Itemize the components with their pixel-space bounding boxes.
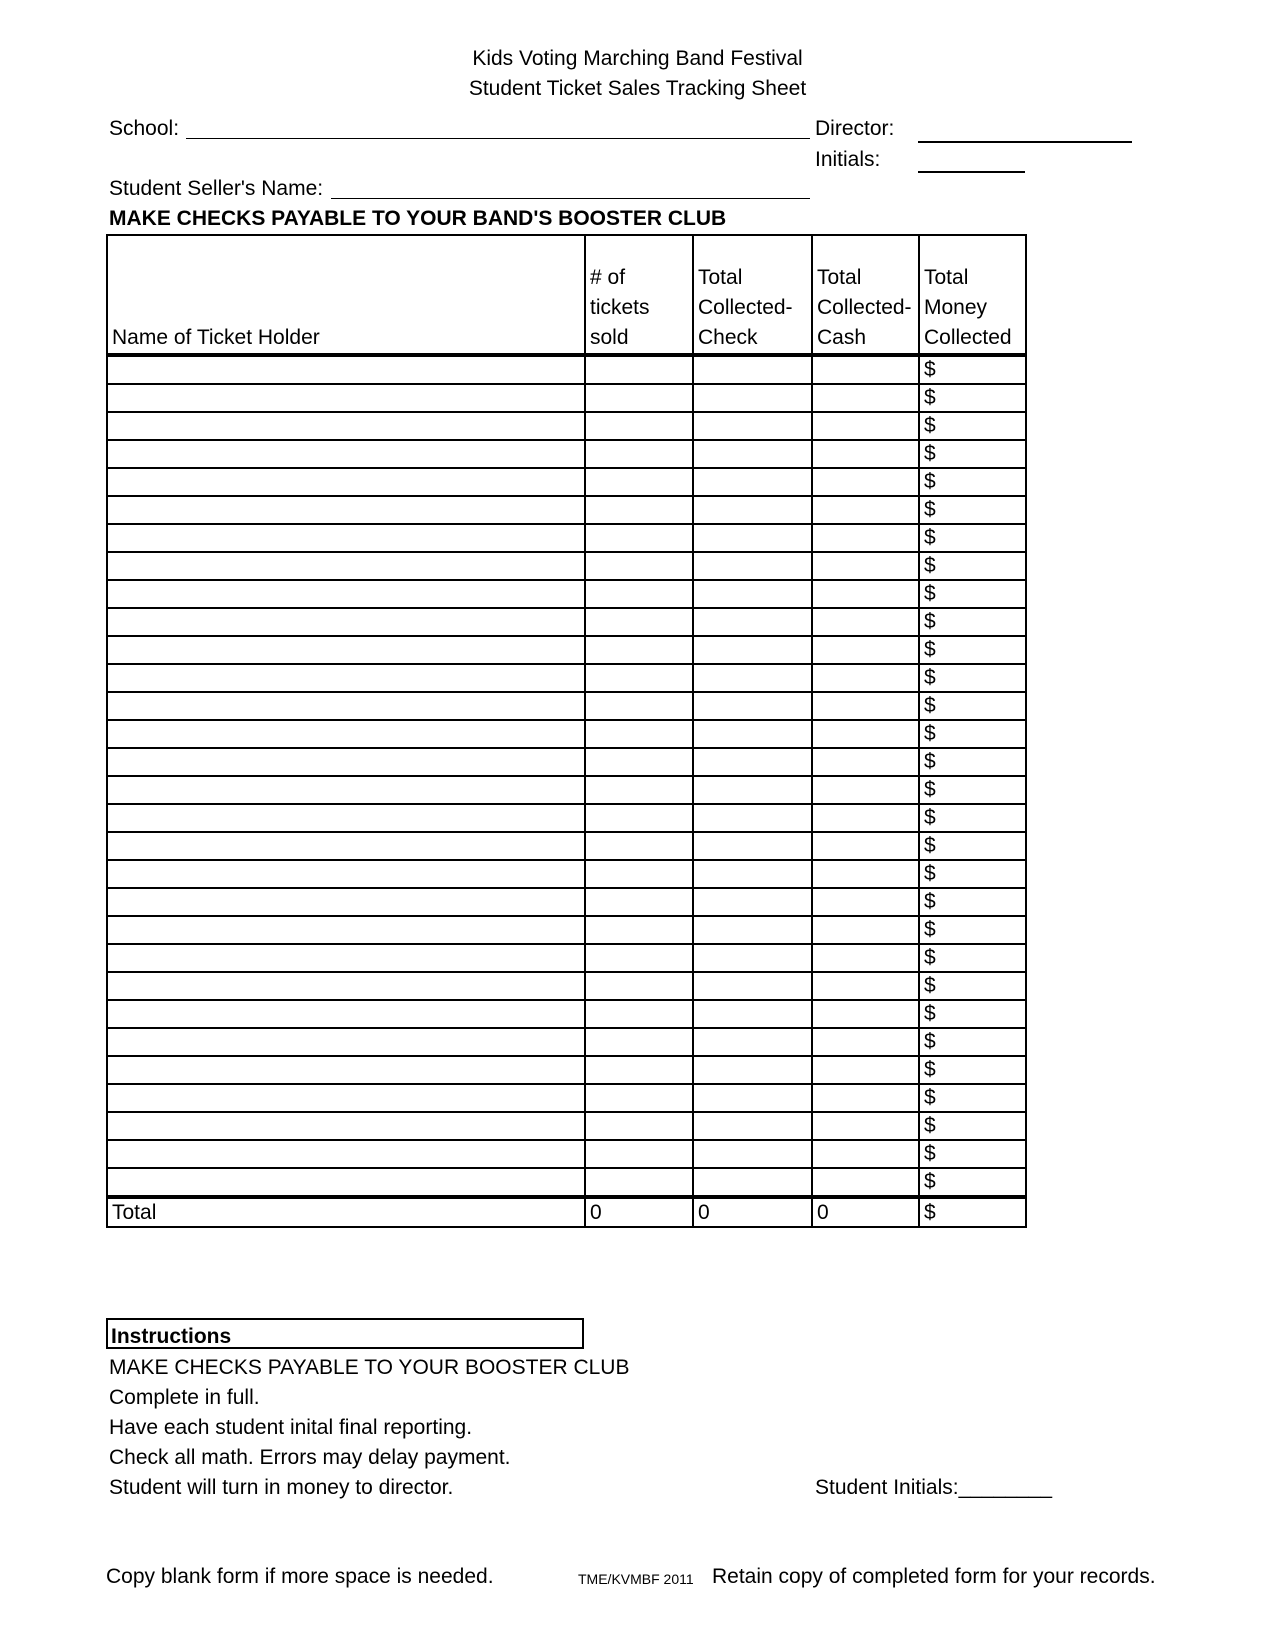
check-cell[interactable] xyxy=(693,412,812,440)
check-cell[interactable] xyxy=(693,804,812,832)
ticket-holder-cell[interactable] xyxy=(107,776,585,804)
money-cell: $ xyxy=(919,384,1026,412)
ticket-holder-cell[interactable] xyxy=(107,1028,585,1056)
cash-cell[interactable] xyxy=(812,580,919,608)
money-cell: $ xyxy=(919,692,1026,720)
ticket-holder-cell[interactable] xyxy=(107,608,585,636)
tickets-sold-cell[interactable] xyxy=(585,972,693,1000)
check-cell[interactable] xyxy=(693,664,812,692)
director-field[interactable] xyxy=(918,141,1132,143)
cash-cell[interactable] xyxy=(812,944,919,972)
retain-note: Retain copy of completed form for your records. xyxy=(712,1565,1156,1588)
table-row xyxy=(107,860,1026,888)
table-row xyxy=(107,1168,1026,1197)
cash-cell[interactable] xyxy=(812,608,919,636)
instruction-line: MAKE CHECKS PAYABLE TO YOUR BOOSTER CLUB xyxy=(109,1356,630,1379)
tickets-sold-cell[interactable] xyxy=(585,1056,693,1084)
tickets-sold-cell[interactable] xyxy=(585,468,693,496)
check-cell[interactable] xyxy=(693,496,812,524)
cash-cell[interactable] xyxy=(812,832,919,860)
ticket-holder-cell[interactable] xyxy=(107,1056,585,1084)
cash-cell[interactable] xyxy=(812,1056,919,1084)
tickets-sold-cell[interactable] xyxy=(585,524,693,552)
check-cell[interactable] xyxy=(693,355,812,384)
cash-cell[interactable] xyxy=(812,355,919,384)
table-row xyxy=(107,552,1026,580)
money-cell: $ xyxy=(919,580,1026,608)
ticket-holder-cell[interactable] xyxy=(107,412,585,440)
table-row xyxy=(107,636,1026,664)
table-row xyxy=(107,1084,1026,1112)
check-cell[interactable] xyxy=(693,692,812,720)
cash-cell[interactable] xyxy=(812,692,919,720)
ticket-holder-cell[interactable] xyxy=(107,440,585,468)
instruction-line: Complete in full. xyxy=(109,1386,260,1409)
instructions-heading: Instructions xyxy=(111,1325,232,1348)
money-cell: $ xyxy=(919,664,1026,692)
ticket-holder-cell[interactable] xyxy=(107,496,585,524)
ticket-holder-cell[interactable] xyxy=(107,1084,585,1112)
ticket-holder-cell[interactable] xyxy=(107,888,585,916)
tickets-sold-cell[interactable] xyxy=(585,1000,693,1028)
cash-cell[interactable] xyxy=(812,440,919,468)
money-cell: $ xyxy=(919,468,1026,496)
header-collected-cash: Total Collected-Cash xyxy=(812,235,919,355)
cash-cell[interactable] xyxy=(812,888,919,916)
ticket-holder-cell[interactable] xyxy=(107,664,585,692)
ticket-holder-cell[interactable] xyxy=(107,636,585,664)
instruction-line: Have each student inital final reporting. xyxy=(109,1416,473,1439)
table-row xyxy=(107,1056,1026,1084)
check-cell[interactable] xyxy=(693,832,812,860)
tickets-sold-cell[interactable] xyxy=(585,748,693,776)
header-money-collected: Total Money Collected xyxy=(919,235,1026,355)
total-check: 0 xyxy=(693,1197,812,1227)
table-header-row xyxy=(107,235,1026,355)
check-cell[interactable] xyxy=(693,860,812,888)
cash-cell[interactable] xyxy=(812,972,919,1000)
table-row xyxy=(107,608,1026,636)
check-cell[interactable] xyxy=(693,972,812,1000)
tickets-sold-cell[interactable] xyxy=(585,580,693,608)
ticket-holder-cell[interactable] xyxy=(107,552,585,580)
table-row xyxy=(107,972,1026,1000)
money-cell: $ xyxy=(919,1000,1026,1028)
initials-label: Initials: xyxy=(815,148,881,171)
ticket-holder-cell[interactable] xyxy=(107,355,585,384)
money-cell: $ xyxy=(919,1084,1026,1112)
cash-cell[interactable] xyxy=(812,748,919,776)
ticket-holder-cell[interactable] xyxy=(107,1000,585,1028)
tickets-sold-cell[interactable] xyxy=(585,636,693,664)
instruction-line: Check all math. Errors may delay payment. xyxy=(109,1446,511,1469)
table-row xyxy=(107,804,1026,832)
check-cell[interactable] xyxy=(693,1112,812,1140)
total-row xyxy=(107,1197,1026,1227)
check-cell[interactable] xyxy=(693,1084,812,1112)
instructions-box xyxy=(106,1318,584,1349)
tickets-sold-cell[interactable] xyxy=(585,888,693,916)
cash-cell[interactable] xyxy=(812,636,919,664)
table-row xyxy=(107,384,1026,412)
ticket-holder-cell[interactable] xyxy=(107,580,585,608)
cash-cell[interactable] xyxy=(812,860,919,888)
check-cell[interactable] xyxy=(693,468,812,496)
check-cell[interactable] xyxy=(693,608,812,636)
total-money: $ xyxy=(919,1197,1026,1227)
money-cell: $ xyxy=(919,748,1026,776)
check-cell[interactable] xyxy=(693,1140,812,1168)
money-cell: $ xyxy=(919,804,1026,832)
cash-cell[interactable] xyxy=(812,664,919,692)
check-cell[interactable] xyxy=(693,888,812,916)
table-row xyxy=(107,355,1026,384)
table-row xyxy=(107,916,1026,944)
table-row xyxy=(107,468,1026,496)
form-code: TME/KVMBF 2011 xyxy=(578,1571,694,1587)
cash-cell[interactable] xyxy=(812,384,919,412)
money-cell: $ xyxy=(919,776,1026,804)
table-row xyxy=(107,580,1026,608)
ticket-holder-cell[interactable] xyxy=(107,804,585,832)
cash-cell[interactable] xyxy=(812,1084,919,1112)
check-cell[interactable] xyxy=(693,1168,812,1197)
money-cell: $ xyxy=(919,412,1026,440)
cash-cell[interactable] xyxy=(812,468,919,496)
money-cell: $ xyxy=(919,496,1026,524)
cash-cell[interactable] xyxy=(812,916,919,944)
total-tickets: 0 xyxy=(585,1197,693,1227)
check-cell[interactable] xyxy=(693,580,812,608)
money-cell: $ xyxy=(919,720,1026,748)
tickets-sold-cell[interactable] xyxy=(585,860,693,888)
ticket-holder-cell[interactable] xyxy=(107,384,585,412)
check-cell[interactable] xyxy=(693,636,812,664)
table-row xyxy=(107,496,1026,524)
cash-cell[interactable] xyxy=(812,412,919,440)
tickets-sold-cell[interactable] xyxy=(585,692,693,720)
seller-name-label: Student Seller's Name: xyxy=(109,177,324,200)
money-cell: $ xyxy=(919,355,1026,384)
ticket-holder-cell[interactable] xyxy=(107,1168,585,1197)
seller-name-field[interactable] xyxy=(331,198,810,199)
tickets-sold-cell[interactable] xyxy=(585,664,693,692)
payable-notice: MAKE CHECKS PAYABLE TO YOUR BAND'S BOOSTER CLUB xyxy=(109,207,727,230)
tickets-sold-cell[interactable] xyxy=(585,944,693,972)
tickets-sold-cell[interactable] xyxy=(585,1140,693,1168)
cash-cell[interactable] xyxy=(812,552,919,580)
title-line-1: Kids Voting Marching Band Festival xyxy=(472,47,803,70)
money-cell: $ xyxy=(919,860,1026,888)
money-cell: $ xyxy=(919,1028,1026,1056)
ticket-holder-cell[interactable] xyxy=(107,1112,585,1140)
table-row xyxy=(107,748,1026,776)
cash-cell[interactable] xyxy=(812,1112,919,1140)
tickets-sold-cell[interactable] xyxy=(585,1168,693,1197)
check-cell[interactable] xyxy=(693,1000,812,1028)
check-cell[interactable] xyxy=(693,776,812,804)
tickets-sold-cell[interactable] xyxy=(585,440,693,468)
tickets-sold-cell[interactable] xyxy=(585,1084,693,1112)
money-cell: $ xyxy=(919,1112,1026,1140)
ticket-holder-cell[interactable] xyxy=(107,692,585,720)
table-row xyxy=(107,1028,1026,1056)
table-row xyxy=(107,720,1026,748)
tickets-sold-cell[interactable] xyxy=(585,804,693,832)
ticket-holder-cell[interactable] xyxy=(107,944,585,972)
school-label: School: xyxy=(109,117,180,140)
header-tickets-sold: # of tickets sold xyxy=(585,235,693,355)
ticket-holder-cell[interactable] xyxy=(107,916,585,944)
check-cell[interactable] xyxy=(693,916,812,944)
instruction-line: Student will turn in money to director. xyxy=(109,1476,454,1499)
table-row xyxy=(107,440,1026,468)
total-label: Total xyxy=(107,1197,585,1227)
cash-cell[interactable] xyxy=(812,1168,919,1197)
ticket-holder-cell[interactable] xyxy=(107,524,585,552)
check-cell[interactable] xyxy=(693,720,812,748)
money-cell: $ xyxy=(919,1140,1026,1168)
table-row xyxy=(107,1140,1026,1168)
table-row xyxy=(107,412,1026,440)
money-cell: $ xyxy=(919,1168,1026,1197)
header-ticket-holder: Name of Ticket Holder xyxy=(107,235,585,355)
check-cell[interactable] xyxy=(693,440,812,468)
cash-cell[interactable] xyxy=(812,720,919,748)
director-initials-field[interactable] xyxy=(918,171,1025,173)
money-cell: $ xyxy=(919,636,1026,664)
ticket-holder-cell[interactable] xyxy=(107,832,585,860)
table-row xyxy=(107,1000,1026,1028)
check-cell[interactable] xyxy=(693,552,812,580)
check-cell[interactable] xyxy=(693,748,812,776)
school-field[interactable] xyxy=(186,138,810,139)
ticket-holder-cell[interactable] xyxy=(107,468,585,496)
money-cell: $ xyxy=(919,608,1026,636)
check-cell[interactable] xyxy=(693,524,812,552)
cash-cell[interactable] xyxy=(812,1028,919,1056)
tickets-sold-cell[interactable] xyxy=(585,608,693,636)
title-line-2: Student Ticket Sales Tracking Sheet xyxy=(468,77,807,100)
money-cell: $ xyxy=(919,440,1026,468)
check-cell[interactable] xyxy=(693,1028,812,1056)
tickets-sold-cell[interactable] xyxy=(585,384,693,412)
money-cell: $ xyxy=(919,972,1026,1000)
cash-cell[interactable] xyxy=(812,524,919,552)
tickets-sold-cell[interactable] xyxy=(585,552,693,580)
table-row xyxy=(107,664,1026,692)
table-row xyxy=(107,1112,1026,1140)
ticket-holder-cell[interactable] xyxy=(107,748,585,776)
table-row xyxy=(107,832,1026,860)
table-row xyxy=(107,692,1026,720)
ticket-holder-cell[interactable] xyxy=(107,1140,585,1168)
cash-cell[interactable] xyxy=(812,496,919,524)
money-cell: $ xyxy=(919,944,1026,972)
table-row xyxy=(107,888,1026,916)
total-cash: 0 xyxy=(812,1197,919,1227)
tickets-sold-cell[interactable] xyxy=(585,720,693,748)
tickets-sold-cell[interactable] xyxy=(585,355,693,384)
cash-cell[interactable] xyxy=(812,1000,919,1028)
cash-cell[interactable] xyxy=(812,776,919,804)
tickets-sold-cell[interactable] xyxy=(585,1028,693,1056)
table-row xyxy=(107,524,1026,552)
student-initials-field[interactable]: Student Initials:________ xyxy=(815,1476,1053,1499)
tickets-sold-cell[interactable] xyxy=(585,916,693,944)
check-cell[interactable] xyxy=(693,944,812,972)
money-cell: $ xyxy=(919,832,1026,860)
director-label: Director: xyxy=(815,117,895,140)
ticket-holder-cell[interactable] xyxy=(107,972,585,1000)
check-cell[interactable] xyxy=(693,384,812,412)
table-row xyxy=(107,944,1026,972)
header-collected-check: Total Collected-Check xyxy=(693,235,812,355)
table-row xyxy=(107,776,1026,804)
tickets-sold-cell[interactable] xyxy=(585,496,693,524)
ticket-holder-cell[interactable] xyxy=(107,720,585,748)
money-cell: $ xyxy=(919,888,1026,916)
ticket-sales-table xyxy=(106,234,1027,1228)
tickets-sold-cell[interactable] xyxy=(585,832,693,860)
copy-note: Copy blank form if more space is needed. xyxy=(106,1565,494,1588)
tickets-sold-cell[interactable] xyxy=(585,412,693,440)
money-cell: $ xyxy=(919,1056,1026,1084)
check-cell[interactable] xyxy=(693,1056,812,1084)
money-cell: $ xyxy=(919,552,1026,580)
tickets-sold-cell[interactable] xyxy=(585,776,693,804)
tickets-sold-cell[interactable] xyxy=(585,1112,693,1140)
cash-cell[interactable] xyxy=(812,1140,919,1168)
money-cell: $ xyxy=(919,524,1026,552)
ticket-holder-cell[interactable] xyxy=(107,860,585,888)
cash-cell[interactable] xyxy=(812,804,919,832)
money-cell: $ xyxy=(919,916,1026,944)
